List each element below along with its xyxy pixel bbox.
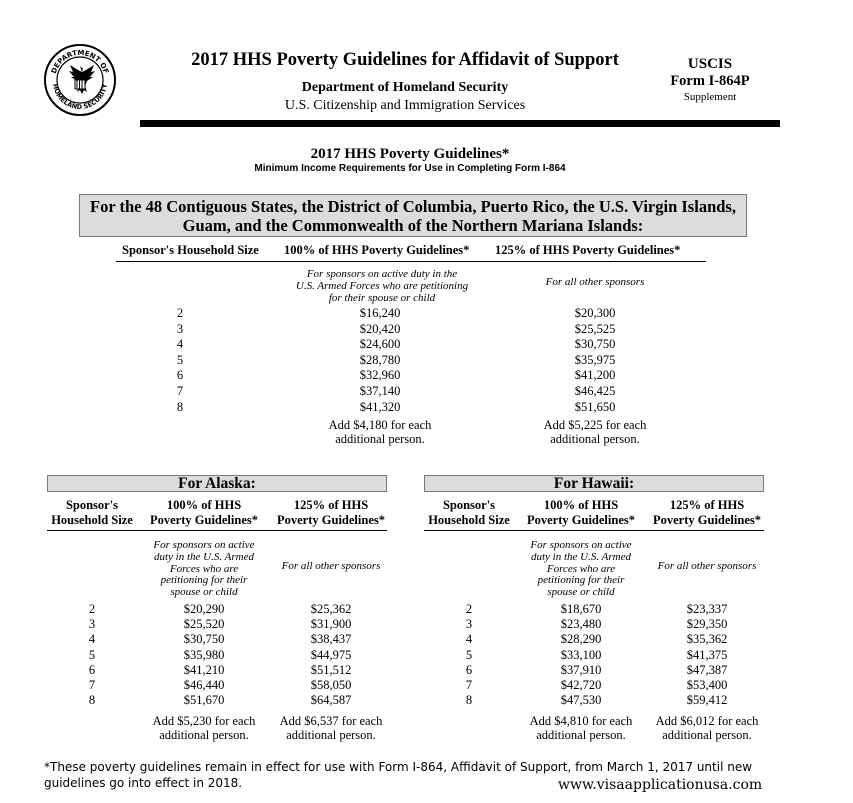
table-cell: $20,420 bbox=[359, 321, 401, 336]
note-line: For sponsors on active bbox=[530, 539, 632, 551]
table-cell: 6 bbox=[88, 662, 96, 677]
table-cell: $51,670 bbox=[183, 693, 225, 708]
hawaii-household-sizes bbox=[444, 602, 494, 708]
table-cell: $20,300 bbox=[574, 306, 616, 320]
add-line: additional person. bbox=[536, 728, 626, 742]
hawaii-col-100-percent bbox=[522, 498, 640, 528]
alaska-banner: For Alaska: bbox=[47, 475, 387, 492]
table-cell: $41,375 bbox=[686, 647, 728, 662]
hawaii-add-per-person-100 bbox=[517, 714, 645, 742]
table-cell: $51,512 bbox=[310, 662, 352, 677]
table-cell: 6 bbox=[465, 662, 473, 677]
table-cell: $18,670 bbox=[560, 602, 602, 616]
table-cell: 7 bbox=[465, 678, 473, 693]
alaska-col-100-percent bbox=[145, 498, 263, 528]
document-title: 2017 HHS Poverty Guidelines for Affidavit of Support bbox=[191, 50, 619, 70]
main-household-sizes bbox=[150, 306, 210, 415]
table-cell: 8 bbox=[465, 693, 473, 708]
main-values-125 bbox=[525, 306, 665, 415]
table-cell: $23,480 bbox=[560, 617, 602, 632]
note-line: For sponsors on active duty in the bbox=[306, 268, 458, 280]
table-cell: $35,975 bbox=[574, 352, 616, 367]
seal-top-text: DEPARTMENT OF bbox=[49, 48, 111, 75]
table-cell: 5 bbox=[176, 352, 184, 367]
col-line: Household Size bbox=[428, 513, 510, 527]
table-cell: 4 bbox=[465, 632, 473, 647]
note-line: Forces who are bbox=[546, 562, 616, 575]
alaska-household-sizes bbox=[67, 602, 117, 708]
add-line: additional person. bbox=[335, 432, 425, 446]
main-note-other-sponsors: For all other sponsors bbox=[545, 276, 645, 288]
add-line: additional person. bbox=[286, 728, 376, 742]
table-cell: 8 bbox=[88, 693, 96, 708]
hawaii-note-other-sponsors: For all other sponsors bbox=[657, 560, 757, 572]
table-cell: $33,100 bbox=[560, 647, 602, 662]
main-col-100-percent: 100% of HHS Poverty Guidelines* bbox=[284, 243, 470, 257]
alaska-note-active-duty bbox=[145, 540, 263, 599]
form-id-block bbox=[650, 56, 770, 104]
note-line: U.S. Armed Forces who are petitioning bbox=[295, 280, 469, 292]
hawaii-col-household-size bbox=[424, 498, 514, 528]
main-col-125-percent: 125% of HHS Poverty Guidelines* bbox=[495, 243, 681, 257]
note-line: for their spouse or child bbox=[328, 292, 436, 304]
table-cell: $28,290 bbox=[560, 632, 602, 647]
table-cell: $47,530 bbox=[560, 693, 602, 708]
alaska-header-underline bbox=[47, 530, 387, 531]
alaska-add-per-person-100 bbox=[140, 714, 268, 742]
footnote: *These poverty guidelines remain in effect for use with Form I-864, Affidavit of Support, from March 1, 2017 until new guidelines go into effect in 2018. bbox=[44, 760, 753, 790]
table-cell: 6 bbox=[176, 368, 184, 383]
table-cell: $25,362 bbox=[310, 602, 352, 616]
department-name: Department of Homeland Security bbox=[301, 80, 509, 95]
note-line: spouse or child bbox=[170, 586, 238, 599]
table-cell: 3 bbox=[465, 617, 473, 632]
table-cell: 2 bbox=[176, 306, 184, 320]
add-line: additional person. bbox=[550, 432, 640, 446]
col-line: Sponsor's bbox=[442, 498, 496, 512]
col-line: Poverty Guidelines* bbox=[150, 513, 258, 527]
table-cell: $24,600 bbox=[359, 337, 401, 352]
banner-line-1: For the 48 Contiguous States, the District of Columbia, Puerto Rico, the U.S. Virgin Islands, bbox=[90, 197, 736, 216]
table-cell: 2 bbox=[465, 602, 473, 616]
form-agency: USCIS bbox=[687, 56, 733, 72]
table-cell: $28,780 bbox=[359, 352, 401, 367]
table-cell: $37,140 bbox=[359, 383, 401, 398]
table-cell: $35,362 bbox=[686, 632, 728, 647]
hawaii-banner: For Hawaii: bbox=[424, 475, 764, 492]
col-line: Poverty Guidelines* bbox=[653, 513, 761, 527]
note-line: Forces who are bbox=[169, 562, 239, 575]
guidelines-subtitle: Minimum Income Requirements for Use in Completing Form I-864 bbox=[254, 163, 566, 174]
col-line: 100% of HHS bbox=[543, 498, 619, 512]
col-line: 100% of HHS bbox=[166, 498, 242, 512]
banner-line-2: Guam, and the Commonwealth of the Northern Mariana Islands: bbox=[182, 216, 644, 235]
table-cell: $46,425 bbox=[574, 383, 616, 398]
main-add-per-person-100 bbox=[300, 418, 460, 446]
add-line: Add $6,537 for each bbox=[279, 714, 383, 728]
col-line: Sponsor's bbox=[65, 498, 119, 512]
table-cell: $58,050 bbox=[310, 678, 352, 693]
main-add-per-person-125 bbox=[515, 418, 675, 446]
hawaii-add-per-person-125 bbox=[643, 714, 771, 742]
table-cell: 3 bbox=[88, 617, 96, 632]
table-cell: $41,200 bbox=[574, 368, 616, 383]
table-cell: 8 bbox=[176, 399, 184, 414]
add-line: additional person. bbox=[159, 728, 249, 742]
table-cell: $30,750 bbox=[183, 632, 225, 647]
table-cell: $31,900 bbox=[310, 617, 352, 632]
alaska-col-household-size bbox=[47, 498, 137, 528]
note-line: For sponsors on active bbox=[153, 539, 255, 551]
col-line: Household Size bbox=[51, 513, 133, 527]
col-line: Poverty Guidelines* bbox=[527, 513, 635, 527]
note-line: duty in the U.S. Armed bbox=[153, 550, 254, 563]
note-line: spouse or child bbox=[547, 586, 615, 599]
table-cell: $29,350 bbox=[686, 617, 728, 632]
table-cell: $25,520 bbox=[183, 617, 225, 632]
table-cell: $47,387 bbox=[686, 662, 728, 677]
alaska-values-100 bbox=[150, 602, 258, 708]
main-note-active-duty bbox=[282, 268, 482, 304]
hawaii-values-125 bbox=[653, 602, 761, 708]
add-line: Add $5,225 for each bbox=[543, 418, 647, 432]
hawaii-header-underline bbox=[424, 530, 764, 531]
table-cell: 7 bbox=[176, 383, 184, 398]
table-cell: 4 bbox=[88, 632, 96, 647]
table-cell: $30,750 bbox=[574, 337, 616, 352]
form-type: Supplement bbox=[683, 91, 737, 103]
seal-bottom-text: HOMELAND SECURITY bbox=[50, 83, 109, 112]
alaska-note-other-sponsors: For all other sponsors bbox=[281, 560, 381, 572]
main-values-100 bbox=[310, 306, 450, 415]
alaska-values-125 bbox=[277, 602, 385, 708]
table-cell: $41,320 bbox=[359, 399, 401, 414]
agency-name: U.S. Citizenship and Immigration Services bbox=[284, 98, 526, 113]
note-line: petitioning for their bbox=[160, 574, 248, 587]
table-cell: 2 bbox=[88, 602, 96, 616]
table-cell: 5 bbox=[88, 647, 96, 662]
hawaii-col-125-percent bbox=[648, 498, 766, 528]
table-cell: 5 bbox=[465, 647, 473, 662]
note-line: petitioning for their bbox=[537, 574, 625, 587]
table-cell: 4 bbox=[176, 337, 184, 352]
table-cell: $53,400 bbox=[686, 678, 728, 693]
table-cell: $59,412 bbox=[686, 693, 728, 708]
col-line: 125% of HHS bbox=[293, 498, 369, 512]
contiguous-states-banner bbox=[79, 194, 747, 237]
col-line: 125% of HHS bbox=[669, 498, 745, 512]
table-cell: $46,440 bbox=[183, 678, 225, 693]
table-cell: $64,587 bbox=[310, 693, 352, 708]
table-cell: $38,437 bbox=[310, 632, 352, 647]
header-divider bbox=[140, 120, 780, 127]
add-line: Add $4,810 for each bbox=[529, 714, 633, 728]
table-cell: $20,290 bbox=[183, 602, 225, 616]
table-cell: 7 bbox=[88, 678, 96, 693]
table-cell: $41,210 bbox=[183, 662, 225, 677]
table-cell: $37,910 bbox=[560, 662, 602, 677]
add-line: Add $6,012 for each bbox=[655, 714, 759, 728]
hawaii-note-active-duty bbox=[522, 540, 640, 599]
table-cell: $35,980 bbox=[183, 647, 225, 662]
table-cell: $42,720 bbox=[560, 678, 602, 693]
add-line: Add $5,230 for each bbox=[152, 714, 256, 728]
table-cell: $44,975 bbox=[310, 647, 352, 662]
main-col-household-size: Sponsor's Household Size bbox=[122, 243, 259, 257]
website-watermark: www.visaapplicationusa.com bbox=[558, 777, 763, 793]
form-number: Form I-864P bbox=[670, 73, 750, 89]
table-cell: $25,525 bbox=[574, 321, 616, 336]
table-cell: 3 bbox=[176, 321, 184, 336]
alaska-col-125-percent bbox=[272, 498, 390, 528]
table-cell: $51,650 bbox=[574, 399, 616, 414]
dhs-seal-icon bbox=[44, 44, 116, 116]
note-line: duty in the U.S. Armed bbox=[530, 550, 631, 563]
hawaii-values-100 bbox=[527, 602, 635, 708]
add-line: Add $4,180 for each bbox=[328, 418, 432, 432]
table-cell: $32,960 bbox=[359, 368, 401, 383]
table-cell: $16,240 bbox=[359, 306, 401, 320]
col-line: Poverty Guidelines* bbox=[277, 513, 385, 527]
guidelines-title: 2017 HHS Poverty Guidelines* bbox=[310, 146, 510, 162]
add-line: additional person. bbox=[662, 728, 752, 742]
table-cell: $23,337 bbox=[686, 602, 728, 616]
alaska-add-per-person-125 bbox=[267, 714, 395, 742]
